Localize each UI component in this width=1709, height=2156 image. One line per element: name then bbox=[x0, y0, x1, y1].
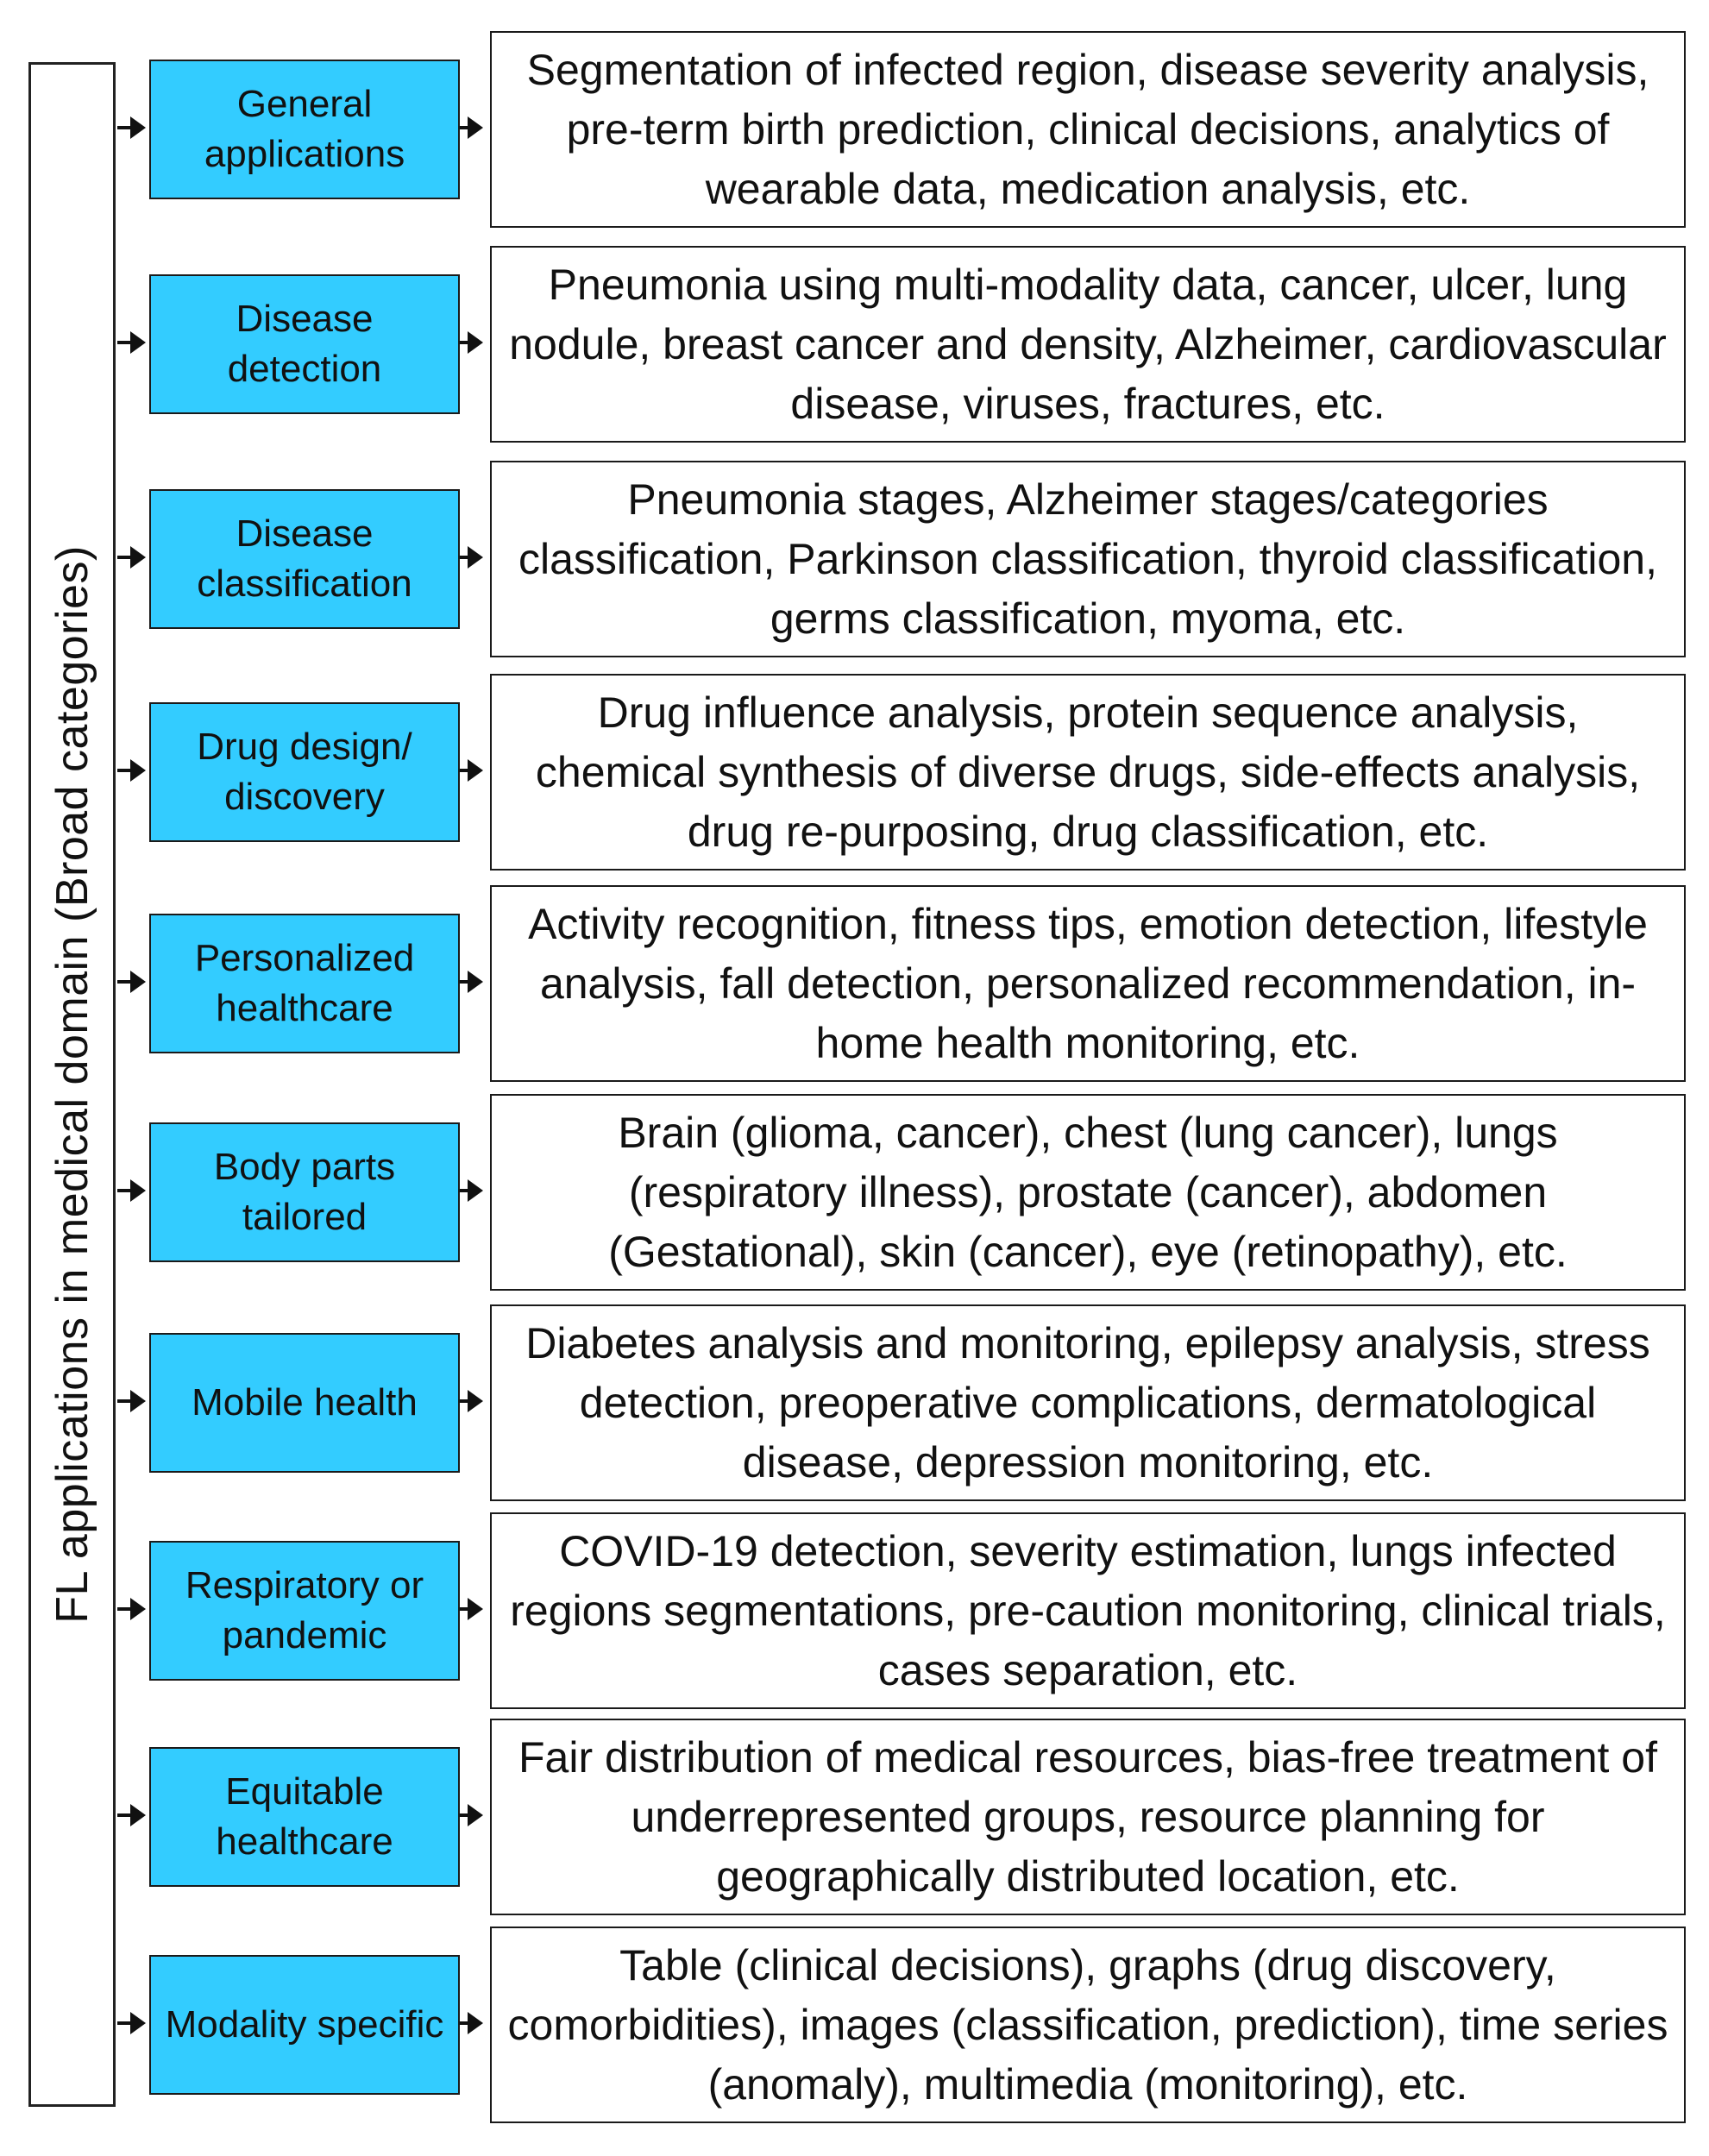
description-box: Table (clinical decisions), graphs (drug discovery, comorbidities), images (classification, prediction), time series (anomaly), multimedia (monitoring), etc. bbox=[490, 1927, 1686, 2123]
category-box: Body parts tailored bbox=[149, 1122, 460, 1262]
arrow-root-to-category bbox=[117, 980, 143, 984]
arrow-root-to-category bbox=[117, 2021, 143, 2025]
description-box: Drug influence analysis, protein sequence analysis, chemical synthesis of diverse drugs, side-effects analysis, drug re-purposing, drug classification, etc. bbox=[490, 674, 1686, 871]
description-box: COVID-19 detection, severity estimation, lungs infected regions segmentations, pre-caution monitoring, clinical trials, cases separation, etc. bbox=[490, 1512, 1686, 1709]
row-personalized-healthcare bbox=[0, 882, 1709, 1082]
description-box: Diabetes analysis and monitoring, epilepsy analysis, stress detection, preoperative complications, dermatological disease, depression monitoring, etc. bbox=[490, 1304, 1686, 1501]
row-equitable-healthcare bbox=[0, 1715, 1709, 1915]
description-box: Segmentation of infected region, disease severity analysis, pre-term birth prediction, clinical decisions, analytics of wearable data, medication analysis, etc. bbox=[490, 31, 1686, 228]
description-box: Pneumonia using multi-modality data, cancer, ulcer, lung nodule, breast cancer and density, Alzheimer, cardiovascular disease, viruses, fractures, etc. bbox=[490, 246, 1686, 443]
row-mobile-health bbox=[0, 1301, 1709, 1501]
category-box: Disease detection bbox=[149, 274, 460, 414]
arrow-root-to-category bbox=[117, 1813, 143, 1817]
category-box: Disease classification bbox=[149, 489, 460, 629]
arrow-category-to-description bbox=[460, 1813, 481, 1817]
arrow-category-to-description bbox=[460, 1189, 481, 1192]
row-disease-detection bbox=[0, 242, 1709, 443]
description-box: Activity recognition, fitness tips, emotion detection, lifestyle analysis, fall detection, personalized recommendation, in-home health monitoring, etc. bbox=[490, 885, 1686, 1082]
arrow-category-to-description bbox=[460, 1399, 481, 1403]
row-disease-classification bbox=[0, 457, 1709, 657]
row-respiratory-or-pandemic bbox=[0, 1509, 1709, 1709]
arrow-category-to-description bbox=[460, 980, 481, 984]
arrow-category-to-description bbox=[460, 2021, 481, 2025]
description-box: Pneumonia stages, Alzheimer stages/categories classification, Parkinson classification, thyroid classification, germs classification, myoma, etc. bbox=[490, 461, 1686, 657]
category-box: Mobile health bbox=[149, 1333, 460, 1473]
category-box: Equitable healthcare bbox=[149, 1747, 460, 1887]
arrow-root-to-category bbox=[117, 1607, 143, 1611]
arrow-category-to-description bbox=[460, 341, 481, 344]
arrow-category-to-description bbox=[460, 556, 481, 559]
arrow-root-to-category bbox=[117, 556, 143, 559]
row-modality-specific bbox=[0, 1923, 1709, 2123]
arrow-category-to-description bbox=[460, 126, 481, 129]
arrow-root-to-category bbox=[117, 1189, 143, 1192]
row-general-applications bbox=[0, 28, 1709, 228]
category-box: General applications bbox=[149, 60, 460, 199]
category-box: Modality specific bbox=[149, 1955, 460, 2095]
row-drug-design-discovery bbox=[0, 670, 1709, 871]
arrow-root-to-category bbox=[117, 341, 143, 344]
category-box: Drug design/ discovery bbox=[149, 702, 460, 842]
category-box: Respiratory or pandemic bbox=[149, 1541, 460, 1681]
arrow-root-to-category bbox=[117, 769, 143, 772]
arrow-category-to-description bbox=[460, 769, 481, 772]
description-box: Brain (glioma, cancer), chest (lung cancer), lungs (respiratory illness), prostate (cancer), abdomen (Gestational), skin (cancer), eye (retinopathy), etc. bbox=[490, 1094, 1686, 1291]
row-body-parts-tailored bbox=[0, 1091, 1709, 1291]
category-box: Personalized healthcare bbox=[149, 914, 460, 1053]
arrow-root-to-category bbox=[117, 126, 143, 129]
arrow-root-to-category bbox=[117, 1399, 143, 1403]
description-box: Fair distribution of medical resources, bias-free treatment of underrepresented groups, resource planning for geographically distributed location, etc. bbox=[490, 1719, 1686, 1915]
root-category-label: FL applications in medical domain (Broad categories) bbox=[47, 545, 97, 1624]
arrow-category-to-description bbox=[460, 1607, 481, 1611]
